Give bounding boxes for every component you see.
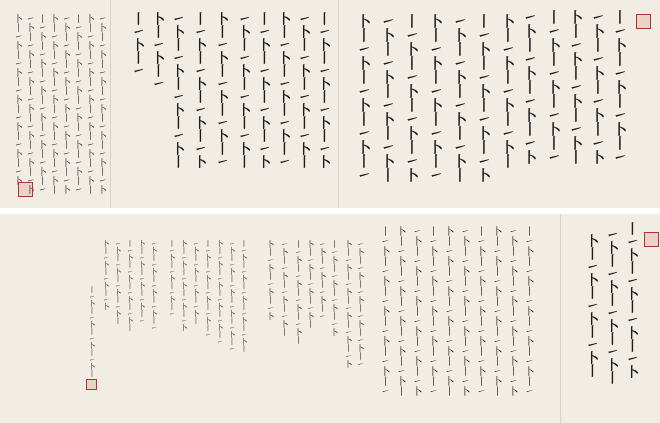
calligraphy-column: 卜丨㇀卜丨㇀卜丨㇀卜丨㇀卜丨㇀ (216, 240, 224, 345)
calligraphy-column: 丨㇀卜丨㇀卜丨㇀卜丨㇀卜 (475, 14, 491, 182)
calligraphy-column: ㇀卜丨㇀卜丨㇀卜丨㇀卜丨 (235, 12, 250, 168)
calligraphy-column: 丨㇀卜丨㇀卜丨㇀卜丨㇀卜 (315, 12, 330, 168)
red-seal-stamp (86, 379, 97, 390)
calligraphy-column: 卜丨㇀卜丨㇀卜丨㇀卜丨㇀卜丨㇀卜丨㇀卜丨 (12, 14, 22, 194)
calligraphy-column: 卜丨㇀卜丨㇀卜丨㇀卜丨㇀卜丨㇀卜丨 (442, 226, 453, 396)
calligraphy-column: ㇀卜丨㇀卜丨㇀卜丨㇀卜丨 (295, 12, 310, 168)
calligraphy-column: ㇀卜丨㇀卜丨㇀卜丨㇀卜丨㇀卜丨㇀卜 (458, 226, 469, 396)
calligraphy-column: ㇀卜丨㇀卜丨㇀卜丨㇀卜丨㇀ (150, 240, 158, 331)
calligraphy-column: ㇀卜丨㇀卜丨㇀卜丨㇀卜丨 (603, 228, 618, 384)
calligraphy-column: 卜丨㇀卜丨㇀卜丨㇀卜丨㇀卜丨㇀卜 (344, 240, 353, 368)
calligraphy-column: 卜丨㇀卜丨㇀卜丨㇀卜丨㇀ (355, 14, 371, 182)
calligraphy-column: ㇀卜丨㇀卜丨㇀卜丨㇀卜丨 (192, 240, 200, 324)
red-seal-stamp (644, 232, 659, 247)
calligraphy-column: ㇀卜丨㇀卜丨㇀卜丨㇀卜丨 (169, 12, 184, 168)
scroll-lower-half (0, 214, 660, 423)
calligraphy-column: ㇀卜丨㇀卜丨㇀卜丨㇀卜丨 (114, 240, 122, 324)
calligraphy-column: 卜丨㇀卜丨㇀卜丨㇀卜丨㇀卜丨㇀卜丨 (490, 226, 501, 396)
calligraphy-column: ㇀卜丨㇀卜丨㇀卜丨㇀ (318, 240, 327, 320)
calligraphy-column: 丨㇀卜丨㇀卜丨㇀卜丨㇀卜 (255, 12, 270, 168)
calligraphy-column: 卜丨㇀卜丨㇀卜丨㇀卜丨㇀ (138, 240, 146, 324)
calligraphy-column: 卜丨㇀卜丨㇀卜丨㇀卜丨㇀卜丨㇀卜丨㇀卜丨 (84, 14, 94, 194)
calligraphy-column: 丨㇀卜丨㇀卜丨㇀卜丨㇀卜丨㇀卜丨 (240, 240, 248, 352)
calligraphy-column: 丨㇀卜丨㇀卜丨㇀卜丨㇀卜 (623, 222, 638, 378)
calligraphy-column: 卜丨㇀卜丨㇀卜丨㇀卜丨 (499, 14, 515, 168)
calligraphy-column: 丨㇀卜丨㇀卜丨㇀卜丨㇀卜丨㇀卜丨㇀卜丨㇀ (72, 14, 82, 194)
calligraphy-column: ㇀卜丨㇀卜丨㇀卜丨㇀卜丨 (379, 14, 395, 182)
scroll-seam (110, 0, 111, 208)
calligraphy-column: ㇀卜丨㇀卜丨㇀卜丨㇀卜 (521, 10, 537, 164)
calligraphy-column: 卜丨㇀卜丨㇀卜丨㇀卜丨㇀ (275, 12, 290, 168)
calligraphy-column: ㇀卜丨㇀卜丨㇀卜丨㇀卜 (589, 10, 605, 164)
calligraphy-column: ㇀卜丨㇀卜丨㇀卜丨㇀卜丨㇀卜丨㇀ (228, 240, 236, 352)
red-seal-stamp (636, 14, 651, 29)
calligraphy-column: 丨㇀卜丨㇀卜丨㇀卜丨㇀卜 (191, 12, 206, 168)
red-seal-stamp (18, 182, 33, 197)
calligraphy-column: 丨㇀卜丨㇀卜丨㇀卜丨㇀卜丨㇀卜丨㇀卜丨㇀ (36, 14, 46, 194)
calligraphy-column: 丨㇀卜丨㇀卜丨㇀卜丨㇀卜丨㇀卜丨㇀ (378, 226, 389, 396)
calligraphy-column: 丨㇀卜丨㇀卜丨㇀卜丨㇀卜丨 (88, 286, 96, 377)
calligraphy-column: ㇀卜丨㇀卜丨㇀卜丨㇀卜丨㇀卜丨㇀卜 (410, 226, 421, 396)
calligraphy-column: ㇀卜丨㇀卜丨㇀卜丨㇀卜丨㇀卜丨㇀卜丨㇀卜 (96, 14, 106, 194)
scroll-upper-half (0, 0, 660, 208)
calligraphy-column: 卜丨㇀卜丨㇀卜丨㇀卜丨㇀卜丨㇀卜丨 (394, 226, 405, 396)
calligraphy-column: 丨㇀卜丨㇀ (129, 12, 144, 77)
calligraphy-column: 卜丨㇀卜丨㇀卜丨㇀卜丨㇀卜丨㇀卜丨㇀卜丨 (48, 14, 58, 194)
calligraphy-column: 卜丨㇀卜丨㇀卜丨㇀卜丨 (583, 234, 598, 377)
calligraphy-column: 丨㇀卜丨㇀卜丨㇀卜丨㇀卜 (330, 240, 339, 336)
calligraphy-column: 卜丨㇀卜丨㇀卜丨㇀卜 (102, 240, 110, 310)
calligraphy-column: 丨㇀卜丨㇀卜丨㇀卜丨㇀卜丨㇀卜丨㇀ (522, 226, 533, 396)
calligraphy-column: 卜丨㇀卜丨㇀卜丨㇀卜丨 (306, 240, 315, 328)
calligraphy-column: ㇀卜丨㇀卜丨㇀卜丨㇀卜丨㇀卜丨㇀卜 (506, 226, 517, 396)
calligraphy-column: ㇀卜丨㇀卜丨㇀卜丨㇀卜丨㇀卜丨㇀ (356, 240, 365, 368)
calligraphy-column: ㇀卜丨㇀卜丨㇀卜丨㇀卜丨㇀卜丨㇀卜丨㇀卜 (24, 14, 34, 194)
scroll-seam (560, 214, 561, 423)
calligraphy-column: 卜丨㇀卜丨㇀卜丨㇀卜 (266, 240, 275, 320)
calligraphy-column: ㇀卜丨㇀卜丨㇀卜丨㇀卜丨 (280, 240, 289, 336)
calligraphy-column: 丨㇀卜丨㇀卜丨㇀卜丨㇀卜 (403, 14, 419, 182)
calligraphy-column: 卜丨㇀卜丨㇀卜丨㇀卜丨㇀ (427, 14, 443, 182)
scroll-seam (338, 0, 339, 208)
calligraphy-column: 丨㇀卜丨㇀卜丨㇀卜丨㇀卜丨 (294, 240, 303, 344)
calligraphy-column: ㇀卜丨㇀卜丨㇀卜丨㇀卜丨㇀卜丨㇀卜丨㇀卜 (60, 14, 70, 194)
calligraphy-column: 卜丨㇀卜丨㇀卜丨㇀卜丨㇀ (213, 12, 228, 168)
calligraphy-column: 丨㇀卜丨㇀卜丨㇀卜丨㇀卜丨 (126, 240, 134, 331)
calligraphy-column: 丨㇀卜丨㇀卜丨㇀卜丨㇀卜丨㇀ (204, 240, 212, 338)
calligraphy-column: 卜丨㇀卜丨㇀ (149, 12, 164, 90)
calligraphy-column: 丨㇀卜丨㇀卜丨㇀卜丨㇀ (611, 10, 627, 164)
calligraphy-column: 丨㇀卜丨㇀卜丨㇀卜丨㇀卜丨㇀卜丨㇀ (474, 226, 485, 396)
calligraphy-column: 丨㇀卜丨㇀卜丨㇀卜丨㇀ (168, 240, 176, 317)
calligraphy-column: 卜丨㇀卜丨㇀卜丨㇀卜丨 (567, 10, 583, 164)
calligraphy-column: 丨㇀卜丨㇀卜丨㇀卜丨㇀ (545, 10, 561, 164)
calligraphy-column: ㇀卜丨㇀卜丨㇀卜丨㇀卜丨 (451, 14, 467, 182)
calligraphy-column: 卜丨㇀卜丨㇀卜丨㇀卜丨㇀卜 (180, 240, 188, 331)
calligraphy-column: 丨㇀卜丨㇀卜丨㇀卜丨㇀卜丨㇀卜丨㇀ (426, 226, 437, 396)
